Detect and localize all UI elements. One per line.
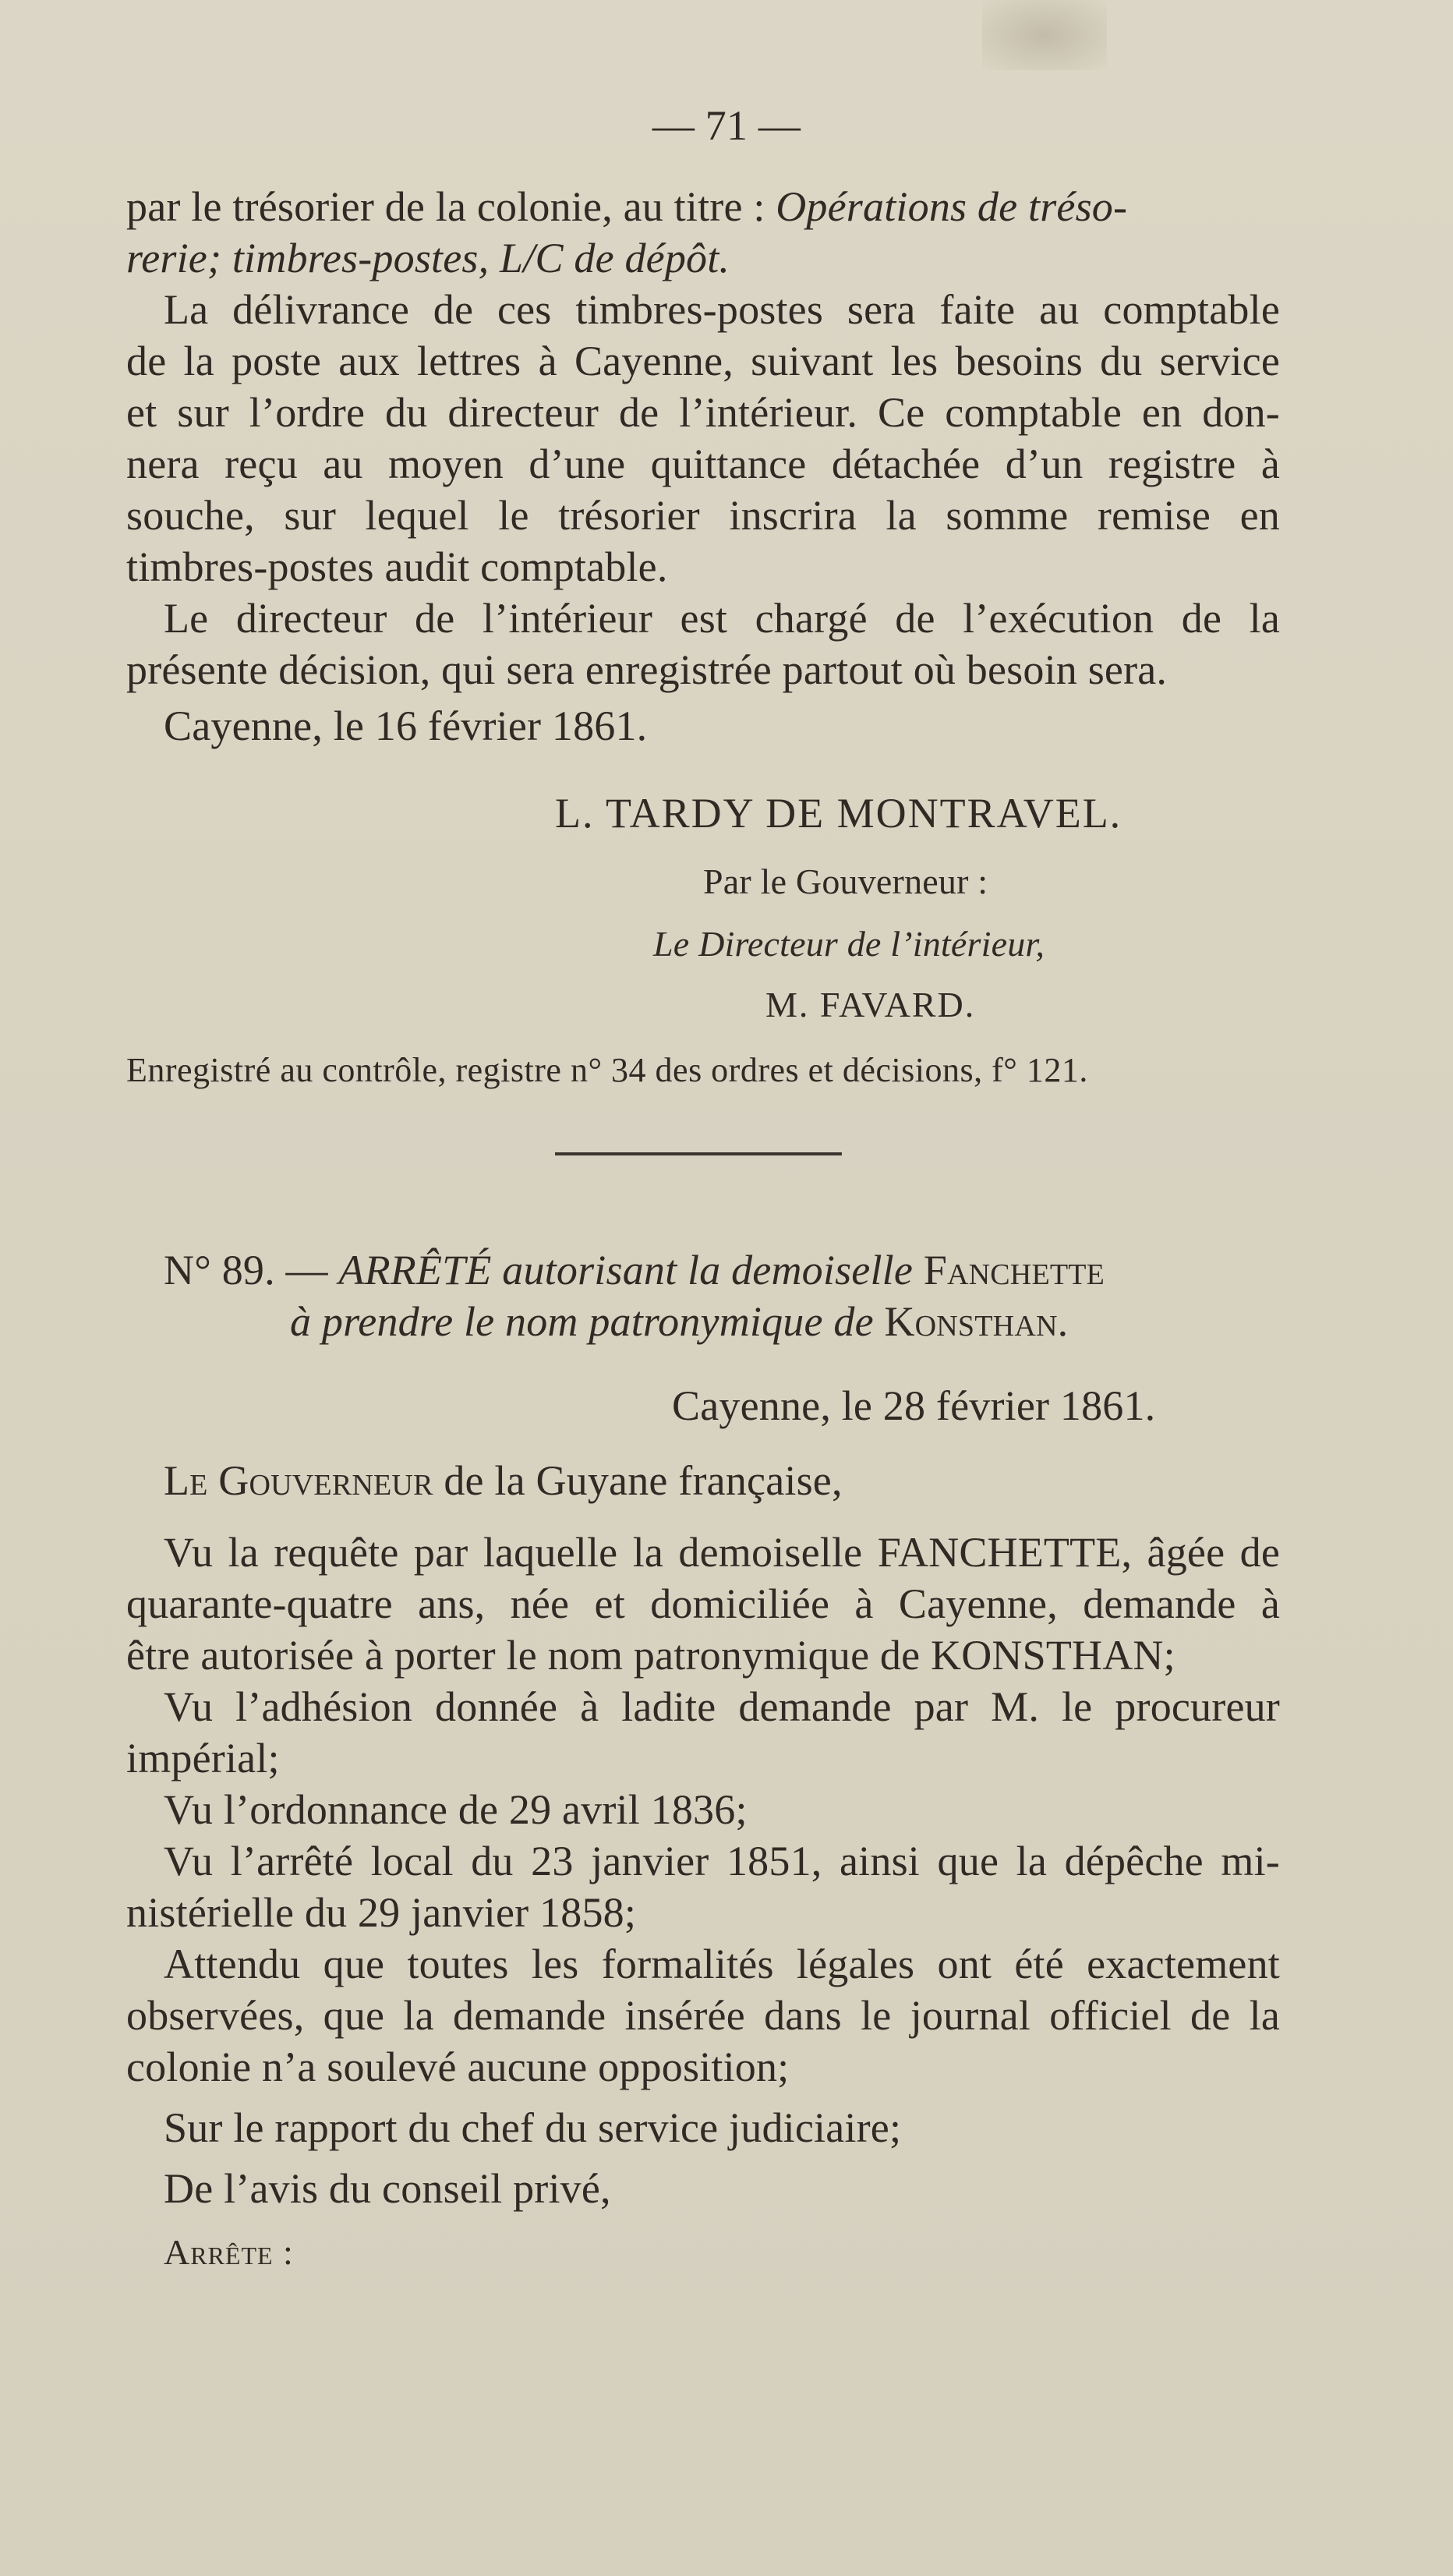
considerant-line: Vu l’arrêté local du 23 janvier 1851, ainsi que la dépêche mi-	[164, 1838, 1280, 1884]
continuation-line-2: rerie; timbres-postes, L/C de dépôt.	[126, 235, 730, 281]
considerant-line: Sur le rapport du chef du service judiciaire;	[164, 2104, 902, 2151]
paragraph-line: timbres-postes audit comptable.	[126, 543, 668, 590]
arrete-title-cont: à prendre le nom patronymique de	[290, 1298, 885, 1345]
arrete-number: N° 89. —	[164, 1247, 339, 1293]
paragraph-line: présente décision, qui sera enregistrée partout où besoin sera.	[126, 646, 1168, 693]
governor-title: Le Gouverneur	[164, 1457, 433, 1504]
paragraph-line: souche, sur lequel le trésorier inscrira la somme remise en	[126, 492, 1280, 539]
paragraph-line: Le directeur de l’intérieur est chargé de l’exécution de la	[164, 595, 1280, 642]
paragraph-line: nera reçu au moyen d’une quittance détachée d’un registre à	[126, 441, 1280, 487]
page-number: — 71 —	[652, 102, 801, 149]
considerant-line: Attendu que toutes les formalités légales ont été exactement	[164, 1941, 1280, 1987]
considerant-line: nistérielle du 29 janvier 1858;	[126, 1889, 637, 1936]
considerant-line: impérial;	[126, 1735, 280, 1782]
considerant-line: être autorisée à porter le nom patronymique de KONSTHAN;	[126, 1632, 1175, 1679]
continuation-text: par le trésorier de la colonie, au titre :	[126, 183, 776, 230]
considerant-line: Vu l’ordonnance de 29 avril 1836;	[164, 1786, 748, 1833]
governor-line	[164, 1455, 843, 1506]
signature-name: L. TARDY DE MONTRAVEL.	[555, 790, 1122, 837]
considerant-line: observées, que la demande insérée dans le journal officiel de la	[126, 1992, 1280, 2039]
considerant-line: Vu la requête par laquelle la demoiselle FANCHETTE, âgée de	[164, 1529, 1280, 1576]
paragraph-line: de la poste aux lettres à Cayenne, suivant les besoins du service	[126, 338, 1280, 384]
arrete-date: Cayenne, le 28 février 1861.	[672, 1382, 1156, 1429]
arrete-title: ARRÊTÉ autorisant la demoiselle	[338, 1247, 924, 1293]
paper-stain	[982, 0, 1107, 70]
continuation-italic: Opérations de tréso-	[776, 183, 1128, 230]
considerant-line: colonie n’a soulevé aucune opposition;	[126, 2043, 790, 2090]
paragraph-line: et sur l’ordre du directeur de l’intérieur. Ce comptable en don-	[126, 389, 1280, 436]
signature-by: Par le Gouverneur :	[703, 862, 988, 901]
governor-rest: de la Guyane française,	[433, 1457, 843, 1504]
arrete-heading-line-2	[290, 1296, 1068, 1347]
registration-note: Enregistré au contrôle, registre n° 34 des ordres et décisions, f° 121.	[126, 1051, 1088, 1089]
date-line: Cayenne, le 16 février 1861.	[164, 702, 648, 749]
arrete-heading-line-1	[164, 1244, 1105, 1296]
heading-period: .	[1057, 1298, 1069, 1345]
patronymic-name: Konsthan	[884, 1298, 1058, 1345]
considerant-line: De l’avis du conseil privé,	[164, 2165, 611, 2212]
signature-director-name: M. FAVARD.	[765, 985, 976, 1024]
arrete-word: Arrête :	[164, 2232, 294, 2272]
paragraph-line: La délivrance de ces timbres-postes sera faite au comptable	[164, 286, 1280, 333]
continuation-line-1	[126, 181, 1127, 232]
signature-director: Le Directeur de l’intérieur,	[653, 924, 1045, 964]
considerant-line: Vu l’adhésion donnée à ladite demande par M. le procureur	[164, 1683, 1280, 1730]
section-divider	[555, 1152, 842, 1155]
person-name: Fanchette	[923, 1247, 1105, 1293]
considerant-line: quarante-quatre ans, née et domiciliée à Cayenne, demande à	[126, 1580, 1280, 1627]
